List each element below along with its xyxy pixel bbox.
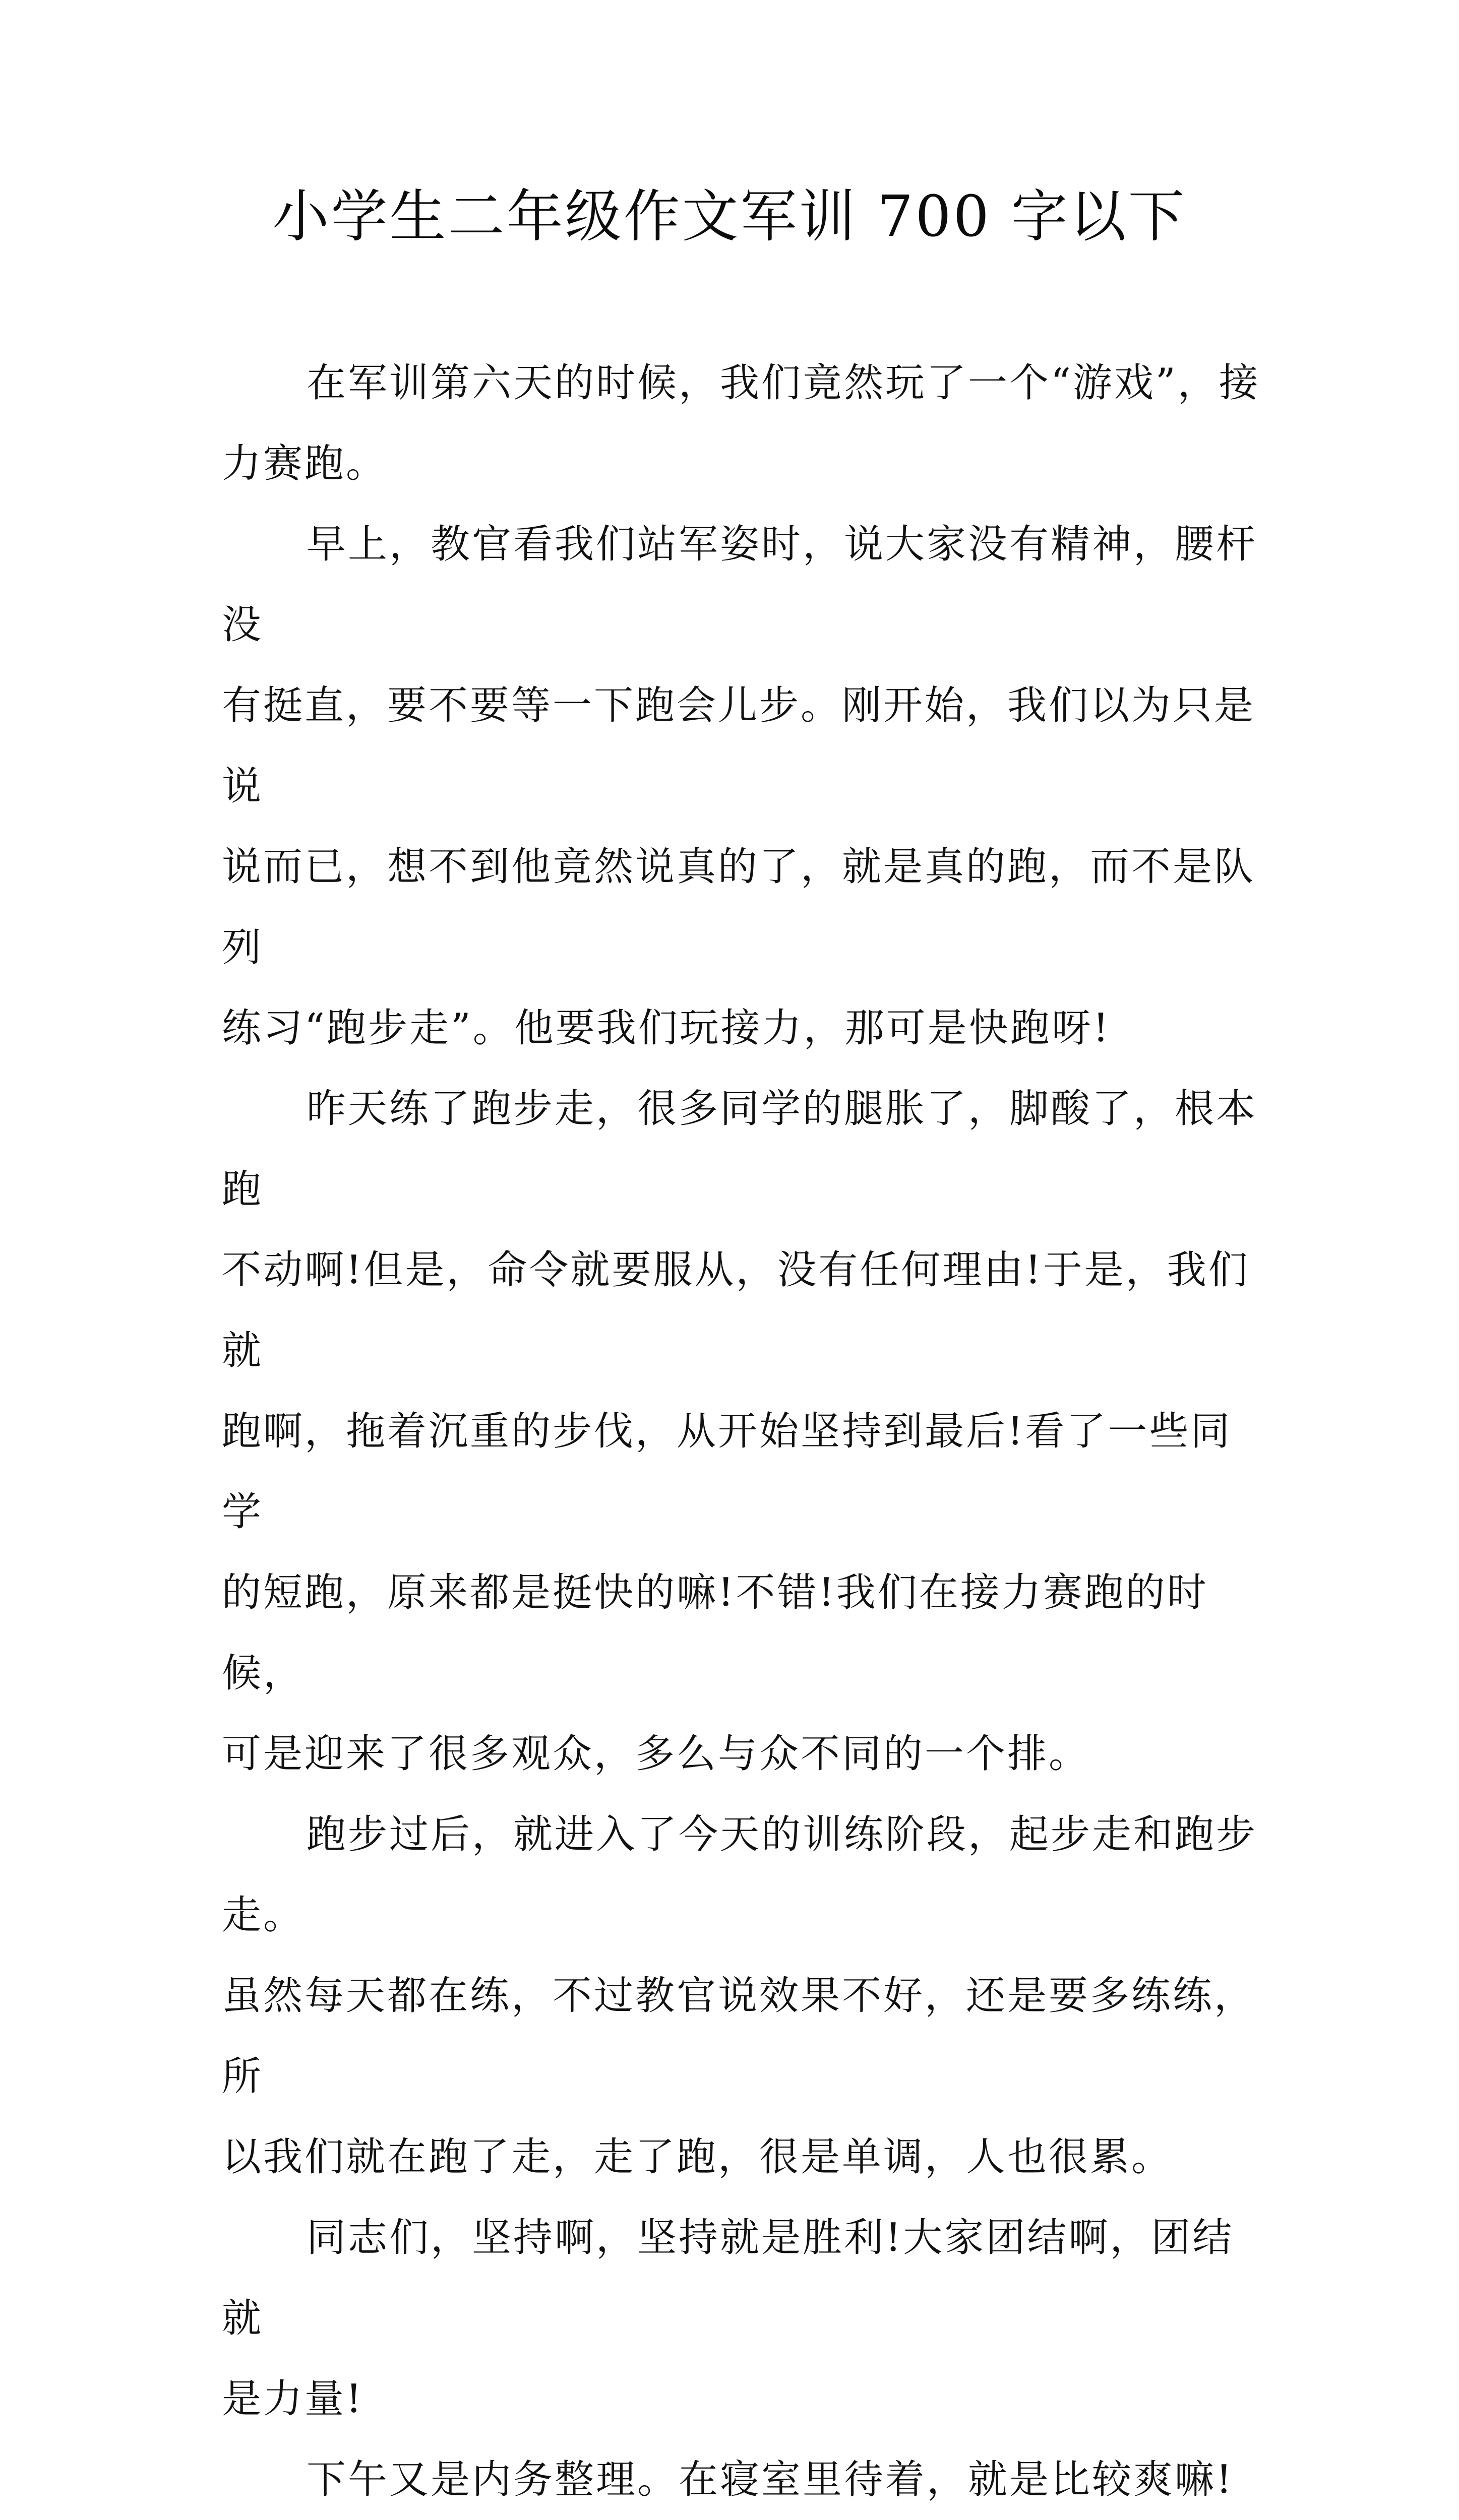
- paragraph-training-stage: 跑步过后，就进入了今天的训练阶段，起步走和跑步走。 虽然每天都在练，不过教官说效果不好，还是要多练练，所 以我们就在跑了走，走了跑，很是单调，人也很累。: [222, 1812, 1258, 2180]
- paragraph-relay-game: 在军训第六天的时候，我们竟然玩了一个“游戏”，接 力赛跑。: [222, 360, 1260, 486]
- document-body: [222, 343, 1270, 2520]
- paragraph-relay-race: 昨天练了跑步走，很多同学的腿胀了，脚酸了，根本跑 不动啊!但是，命令就要服从，没有任何理由!于是，我们就 跑啊，拖着沉重的步伐，从开始坚持到最后!看了一些同学 的短跑，原来都是挺快的嘛!不错!我们在接力赛跑的时候， 可是迎来了很多观众，多么与众不同的一个排。: [222, 1086, 1258, 1777]
- paragraph-dorm-inspection: 下午又是内务整理。在寝室里待着，就是比较爽嘛!: [307, 2457, 1234, 2502]
- paragraph-morning-standing: 早上，教官看我们站军姿时，说大家没有精神，腰杆没 有挺直，要不要等一下跑会儿步。刚开始，我们以为只是说 说而已，想不到他竟然说真的了，就是真的跑，而不是队列 练习“跑步走”。他要我们玩接力，那可是快跑呀!: [222, 522, 1258, 1051]
- document-title: 小学生二年级作文军训 700 字以下: [272, 184, 1187, 249]
- paragraph-encouragement: 同志们，坚持啊，坚持就是胜利!大家团结啊，团结就 是力量!: [222, 2215, 1234, 2422]
